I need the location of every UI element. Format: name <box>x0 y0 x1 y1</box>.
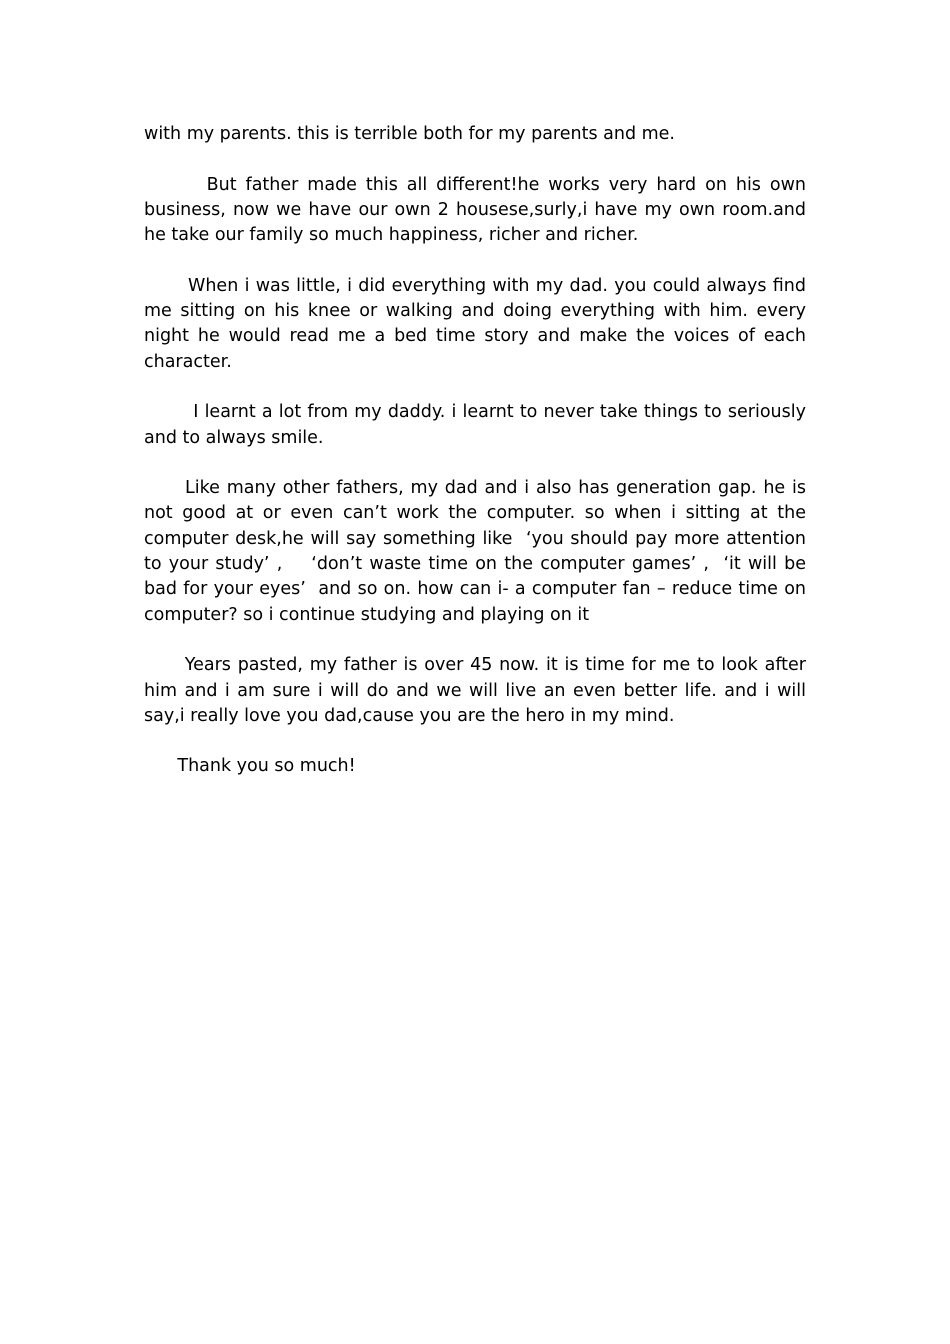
paragraph-6: Years pasted, my father is over 45 now. it is time for me to look after him and i am sure i will do and we will live an even better life. and i will say,i really love you dad,cause you are the hero in my mind. <box>144 655 812 726</box>
paragraph-4: I learnt a lot from my daddy. i learnt to never take things to seriously and to always smile. <box>144 402 812 448</box>
paragraph-2: But father made this all different!he works very hard on his own business, now we have our own 2 housese,surly,i have my own room.and he take our family so much happiness, richer and richer. <box>144 174 812 246</box>
paragraph-5: Like many other fathers, my dad and i also has generation gap. he is not good at or even can’t work the computer. so when i sitting at the computer desk,he will say something like ‘you should pay more attention to your study’ , ‘don’t waste time on the computer games’ , ‘it will be bad for your eyes’ and so on. how can i- a computer fan – reduce time on computer? so i continue studying and playing on it <box>144 478 812 625</box>
paragraph-3: When i was little, i did everything with my dad. you could always find me sitting on his knee or walking and doing everything with him. every night he would read me a bed time story and make the voices of each character. <box>144 275 812 372</box>
paragraph-7: Thank you so much! <box>144 756 356 777</box>
document-body <box>144 122 812 780</box>
paragraph-1: with my parents. this is terrible both for my parents and me. <box>144 124 675 144</box>
